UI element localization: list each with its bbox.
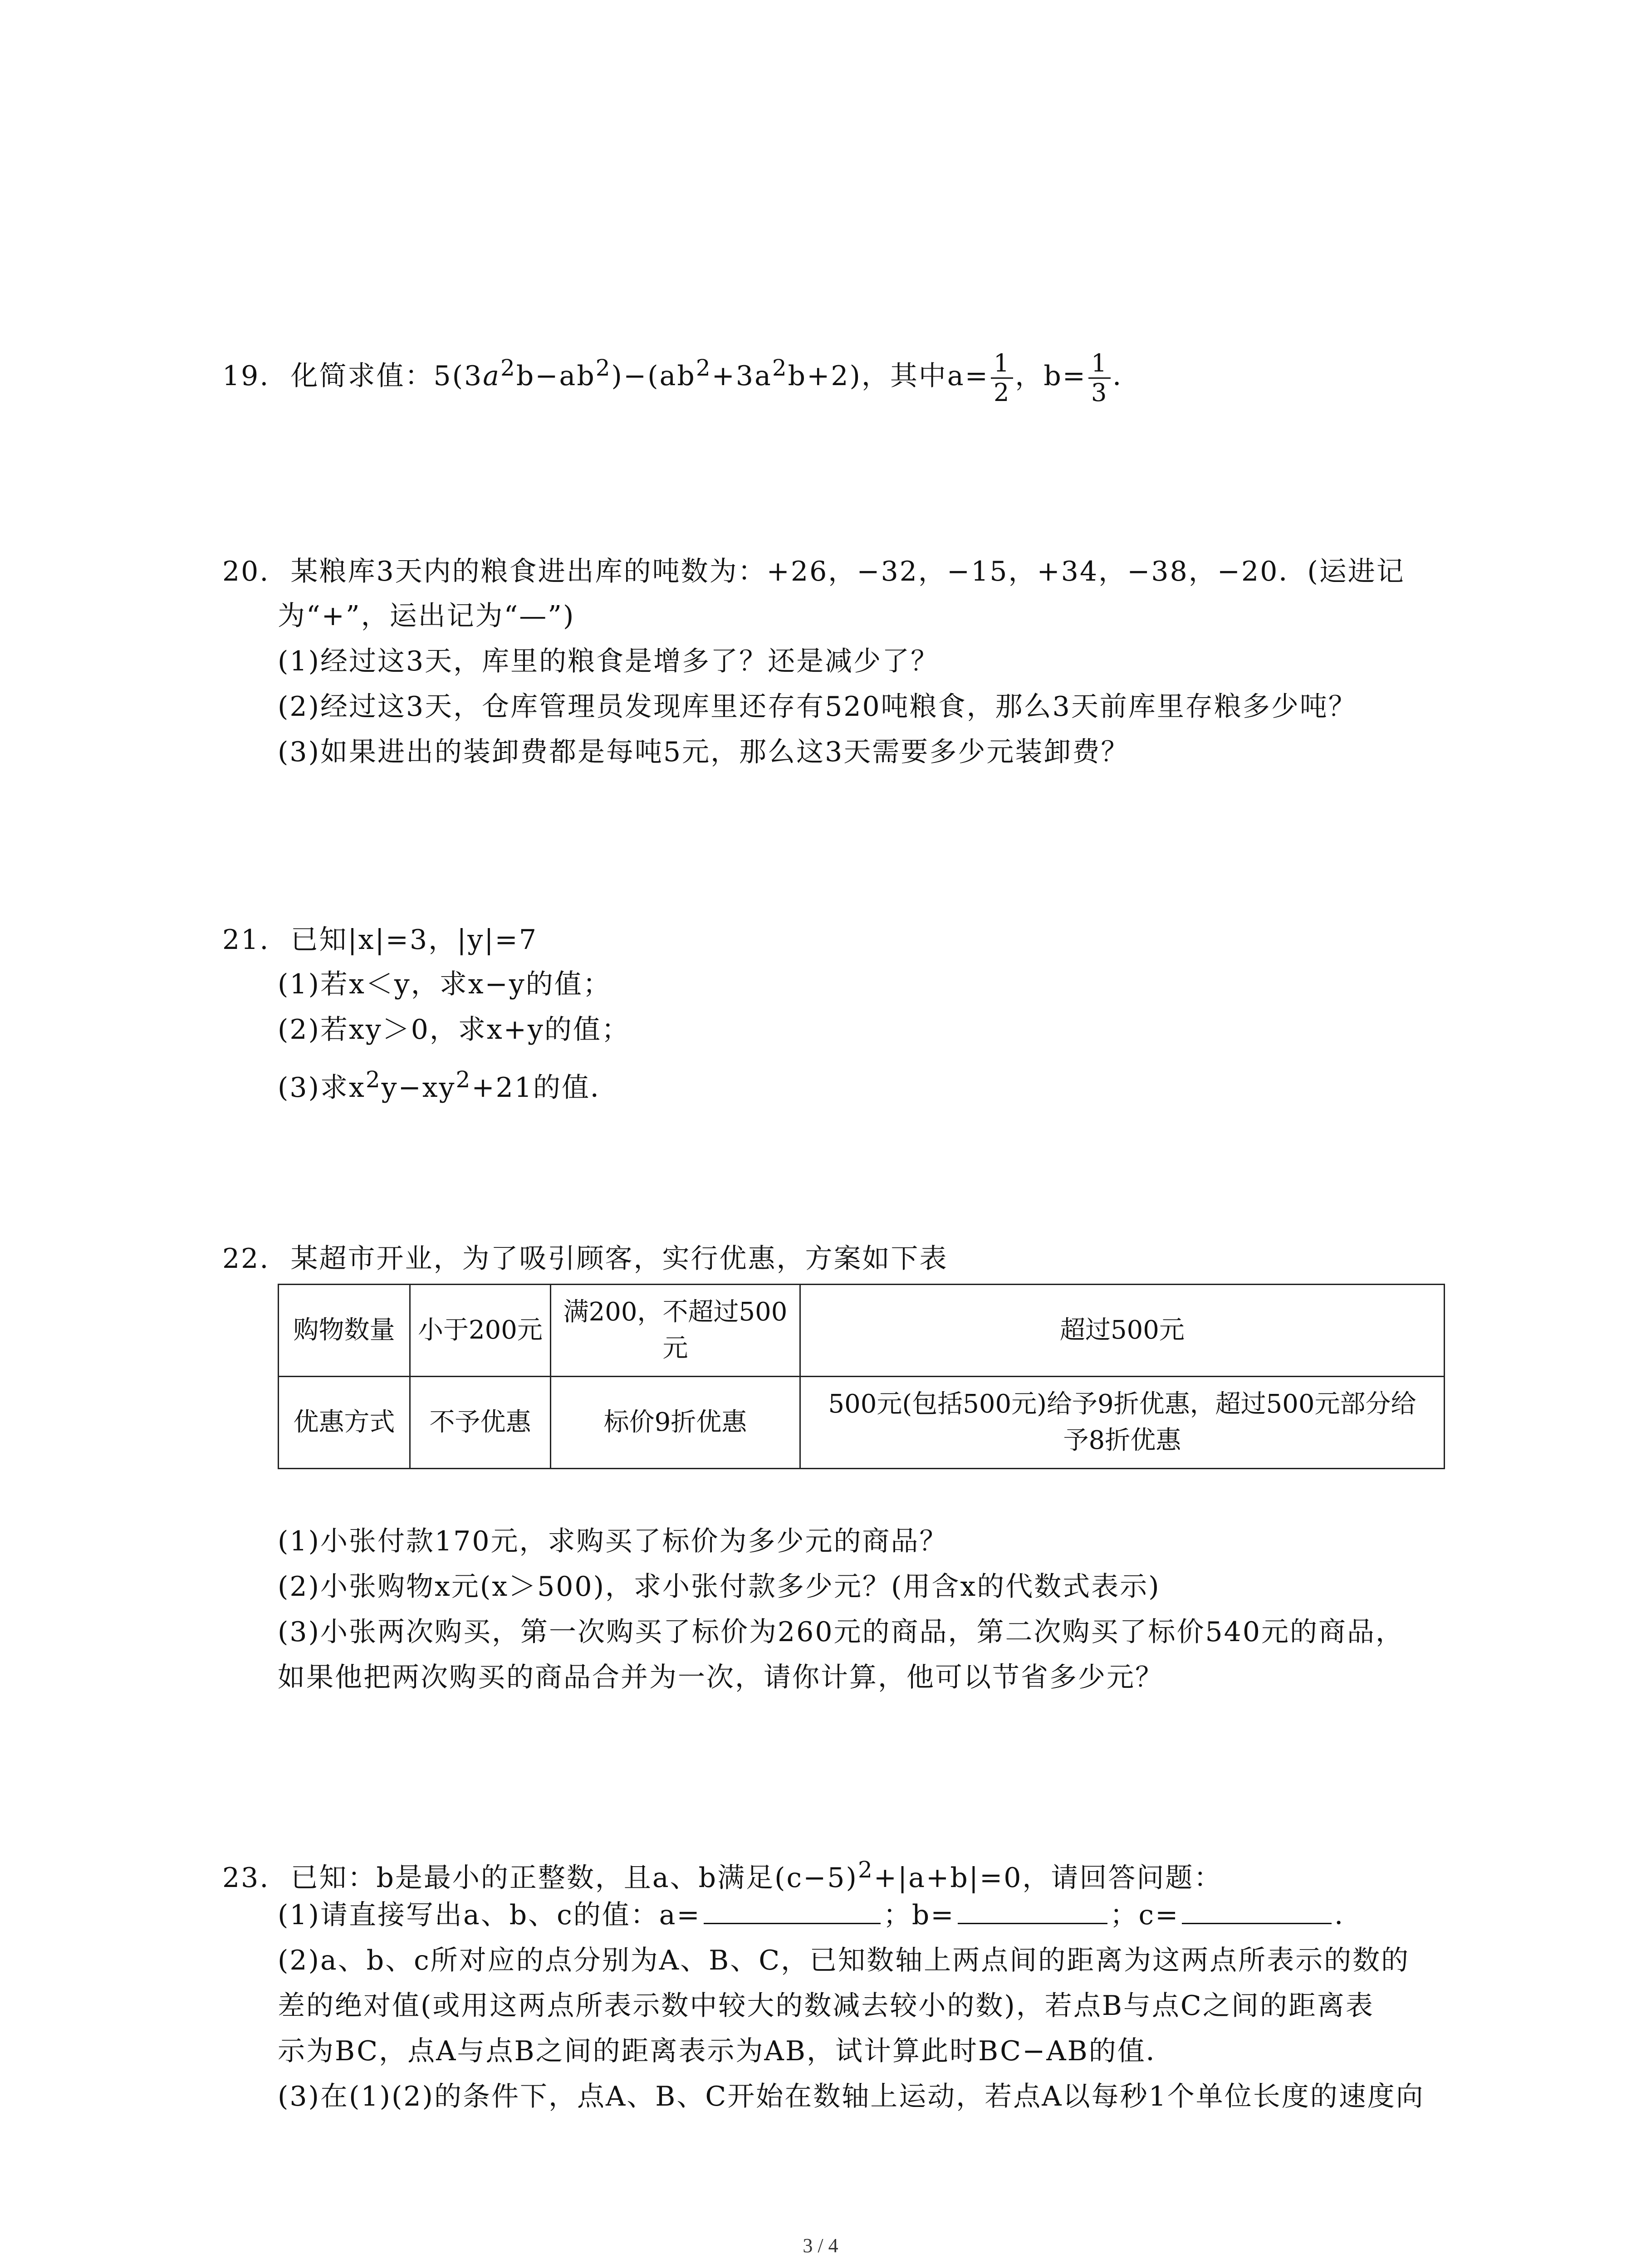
q21-stem: 已知|x|=3，|y|=7 xyxy=(290,924,538,956)
question-19 xyxy=(222,349,1141,407)
q19-text-c: b−ab xyxy=(516,360,596,392)
q19-text-g: ，b= xyxy=(1015,360,1087,392)
question-number: 22. xyxy=(222,1243,270,1275)
answer-blank-c[interactable] xyxy=(1182,1897,1332,1924)
table-cell-header-over-500: 超过500元 xyxy=(800,1285,1445,1377)
table-cell-over-500-rule: 500元(包括500元)给予9折优惠，超过500元部分给予8折优惠 xyxy=(800,1377,1445,1469)
discount-plan-table xyxy=(278,1284,1445,1469)
question-22-part-1: (1)小张付款170元，求购买了标价为多少元的商品？ xyxy=(278,1525,948,1557)
fraction-one-half xyxy=(991,349,1013,407)
question-21-part-3 xyxy=(278,1061,619,1106)
question-23-part-3-line-1: (3)在(1)(2)的条件下，点A、B、C开始在数轴上运动，若点A以每秒1个单位长度的速度向 xyxy=(278,2081,1425,2112)
table-cell-90-percent: 标价9折优惠 xyxy=(551,1377,800,1469)
question-21-part-2: (2)若xy＞0，求x+y的值； xyxy=(278,1014,630,1046)
q23-stem-a: 已知：b是最小的正整数，且a、b满足(c−5) xyxy=(290,1862,858,1894)
table-cell-header-under-200: 小于200元 xyxy=(410,1285,551,1377)
question-21-part-1: (1)若x＜y，求x−y的值； xyxy=(278,968,612,1000)
question-20-part-3: (3)如果进出的装卸费都是每吨5元，那么这3天需要多少元装卸费？ xyxy=(278,736,1130,768)
q19-text-h: ． xyxy=(1112,360,1141,392)
q21-part3-a: (3)求x xyxy=(278,1072,366,1104)
question-23-part-2-line-2: 差的绝对值(或用这两点所表示数中较大的数减去较小的数)，若点B与点C之间的距离表 xyxy=(278,1990,1374,2022)
table-cell-discount-method: 优惠方式 xyxy=(279,1377,410,1469)
fraction-denominator: 3 xyxy=(1091,378,1108,407)
q19-sup2: 2 xyxy=(595,355,612,381)
table-cell-no-discount: 不予优惠 xyxy=(410,1377,551,1469)
q23-part1-c: ；c= xyxy=(1110,1899,1180,1931)
q19-sup3: 2 xyxy=(696,355,712,381)
q21-part3-b: y−xy xyxy=(381,1072,456,1104)
q19-text-f: b+2)，其中a= xyxy=(788,360,989,392)
fraction-numerator: 1 xyxy=(991,349,1013,379)
question-22-part-3-line-1: (3)小张两次购买，第一次购买了标价为260元的商品，第二次购买了标价540元的商品， xyxy=(278,1616,1405,1648)
question-22-line-1 xyxy=(222,1241,948,1277)
table-row xyxy=(279,1285,1445,1377)
q21-part3-sup1: 2 xyxy=(365,1066,382,1093)
question-number: 19. xyxy=(222,360,270,392)
question-20-part-2: (2)经过这3天，仓库管理员发现库里还存有520吨粮食，那么3天前库里存粮多少吨？ xyxy=(278,691,1357,723)
q19-sup4: 2 xyxy=(772,355,788,381)
question-22-part-3-line-2: 如果他把两次购买的商品合并为一次，请你计算，他可以节省多少元？ xyxy=(278,1662,1164,1693)
q19-text-d: )−(ab xyxy=(611,360,696,392)
q23-part1-d: ． xyxy=(1334,1899,1363,1931)
question-23-part-2-line-1: (2)a、b、c所对应的点分别为A、B、C，已知数轴上两点间的距离为这两点所表示的数的 xyxy=(278,1945,1410,1976)
question-23-part-1 xyxy=(278,1897,1363,1933)
fraction-numerator: 1 xyxy=(1088,349,1111,379)
q23-stem-b: +|a+b|=0，请回答问题： xyxy=(873,1862,1223,1894)
q20-stem: 某粮库3天内的粮食进出库的吨数为：+26，−32，−15，+34，−38，−20．(运进记 xyxy=(290,556,1405,587)
question-23-line-1 xyxy=(222,1852,1222,1896)
question-20-part-1: (1)经过这3天，库里的粮食是增多了？还是减少了？ xyxy=(278,645,940,677)
q22-stem: 某超市开业，为了吸引顾客，实行优惠，方案如下表 xyxy=(290,1243,948,1275)
q21-part3-c: +21的值． xyxy=(471,1072,619,1104)
question-20-line-1 xyxy=(222,553,1405,590)
table-cell-header-200-500: 满200，不超过500元 xyxy=(551,1285,800,1377)
question-21-line-1 xyxy=(222,922,538,958)
q19-text-b: a xyxy=(483,360,501,392)
q21-part3-sup2: 2 xyxy=(456,1066,472,1093)
question-22-part-2: (2)小张购物x元(x＞500)，求小张付款多少元？(用含x的代数式表示) xyxy=(278,1571,1161,1603)
question-number: 23. xyxy=(222,1862,270,1894)
fraction-denominator: 2 xyxy=(993,378,1011,407)
table-cell-header-purchase: 购物数量 xyxy=(279,1285,410,1377)
fraction-one-third xyxy=(1088,349,1111,407)
q19-text-a: 化简求值：5(3 xyxy=(290,360,483,392)
question-number: 20. xyxy=(222,556,270,587)
question-20-line-2: 为“+”，运出记为“—”) xyxy=(278,600,575,632)
answer-blank-b[interactable] xyxy=(958,1897,1107,1924)
answer-blank-a[interactable] xyxy=(704,1897,881,1924)
q23-part1-a: (1)请直接写出a、b、c的值：a= xyxy=(278,1899,701,1931)
q23-part1-b: ；b= xyxy=(883,1899,955,1931)
q19-text-e: +3a xyxy=(711,360,772,392)
q19-sup1: 2 xyxy=(500,355,516,381)
q23-stem-sup: 2 xyxy=(857,1857,874,1883)
question-23-part-2-line-3: 示为BC，点A与点B之间的距离表示为AB，试计算此时BC−AB的值． xyxy=(278,2035,1175,2067)
table-row xyxy=(279,1377,1445,1469)
page-number: 3 / 4 xyxy=(803,2234,838,2257)
question-number: 21. xyxy=(222,924,270,956)
